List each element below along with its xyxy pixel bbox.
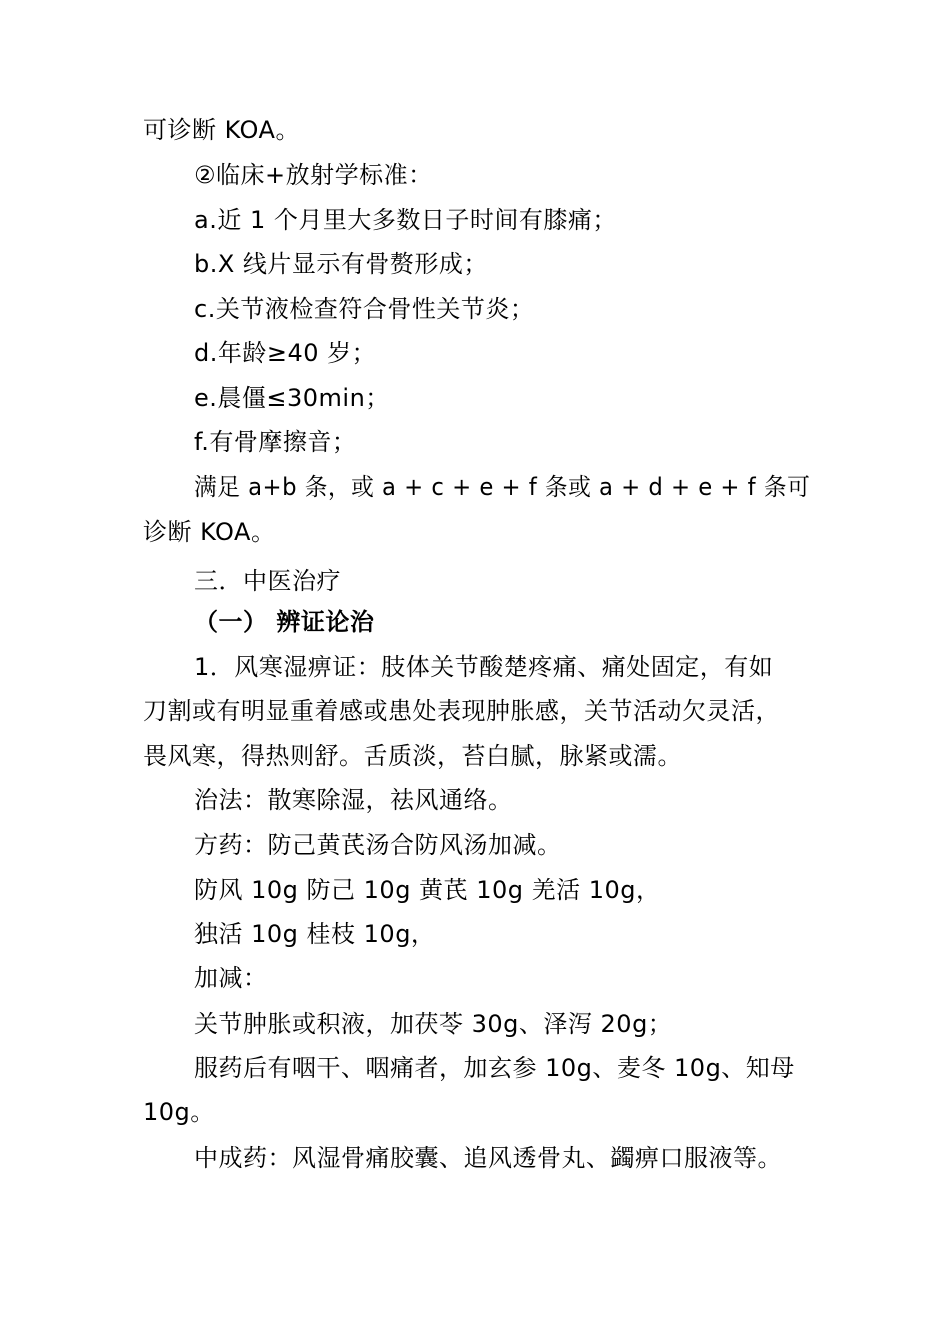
- text-line: 10g。: [143, 1098, 215, 1126]
- text-line: 防风 10g 防己 10g 黄芪 10g 羌活 10g，: [194, 876, 661, 904]
- text-line: 满足 a+b 条，或 a + c + e + f 条或 a + d + e + f 条可: [194, 473, 811, 501]
- text-line: f.有骨摩擦音；: [194, 428, 357, 456]
- text-line: 关节肿胀或积液，加茯苓 30g、泽泻 20g；: [194, 1010, 673, 1038]
- text-line: 畏风寒，得热则舒。舌质淡，苔白腻，脉紧或濡。: [143, 742, 682, 770]
- text-line: 治法：散寒除湿，祛风通络。: [194, 786, 513, 814]
- text-line: 加减：: [194, 964, 268, 992]
- text-line: 1．风寒湿痹证：肢体关节酸楚疼痛、痛处固定，有如: [194, 653, 774, 681]
- text-line: 诊断 KOA。: [143, 518, 276, 546]
- text-line: c.关节液检查符合骨性关节炎；: [194, 295, 535, 323]
- text-line: 可诊断 KOA。: [143, 116, 300, 144]
- text-line: 独活 10g 桂枝 10g，: [194, 920, 436, 948]
- text-line: 服药后有咽干、咽痛者，加玄参 10g、麦冬 10g、知母: [194, 1054, 795, 1082]
- text-line: b.X 线片显示有骨赘形成；: [194, 250, 488, 278]
- text-line: e.晨僵≤30min；: [194, 384, 390, 412]
- section-heading: 三．中医治疗: [194, 567, 341, 595]
- text-line: 方药：防己黄芪汤合防风汤加减。: [194, 831, 562, 859]
- text-line: ②临床+放射学标准：: [194, 161, 433, 189]
- text-line: a.近 1 个月里大多数日子时间有膝痛；: [194, 206, 617, 234]
- subsection-heading: （一） 辨证论治: [194, 608, 375, 636]
- text-line: 刀割或有明显重着感或患处表现肿胀感，关节活动欠灵活，: [143, 697, 780, 725]
- text-line: d.年龄≥40 岁；: [194, 339, 377, 367]
- text-line: 中成药：风湿骨痛胶囊、追风透骨丸、蠲痹口服液等。: [194, 1144, 782, 1172]
